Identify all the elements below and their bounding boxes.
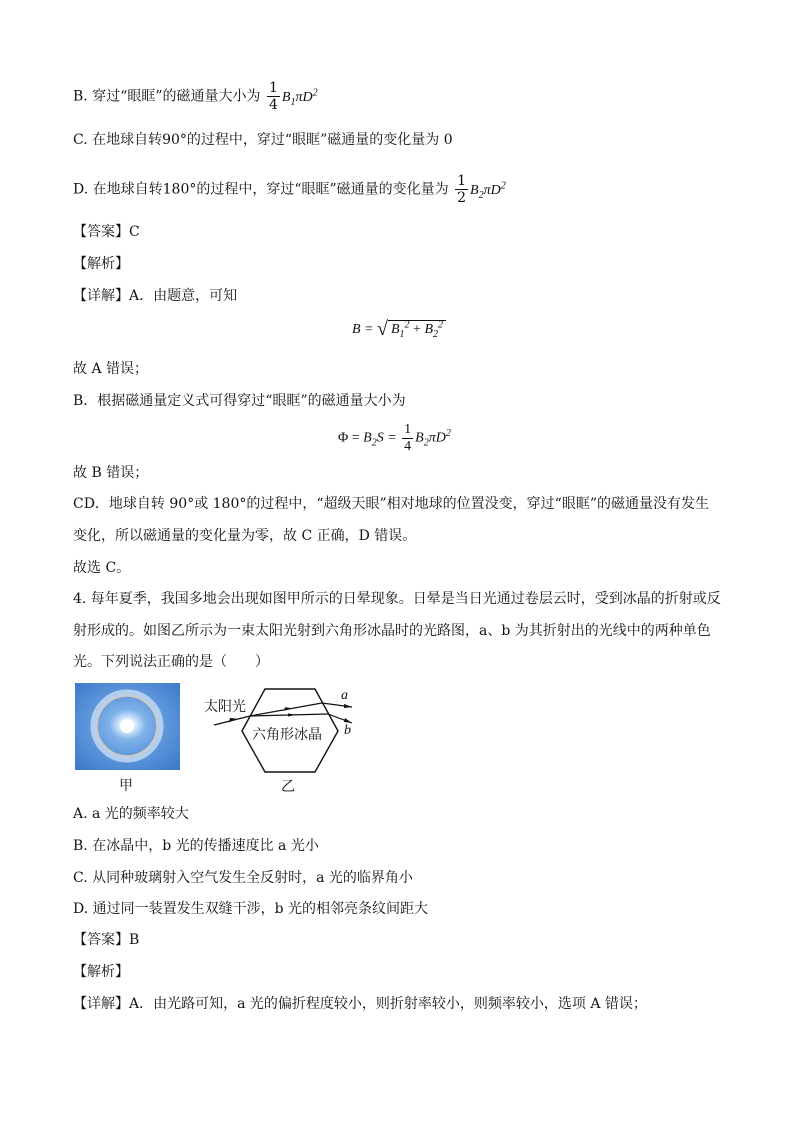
- option-d: [73, 173, 506, 206]
- option-d-text: D. 在地球自转180°的过程中，穿过“眼眶”磁通量的变化量为: [73, 181, 449, 198]
- q4-option-d: D. 通过同一装置发生双缝干涉，b 光的相邻亮条纹间距大: [73, 901, 429, 917]
- option-c: C. 在地球自转90°的过程中，穿过“眼眶”磁通量的变化量为 0: [73, 132, 453, 148]
- detail-intro: 【详解】A．由题意，可知: [73, 288, 238, 304]
- formula-flux: $\Phi = B_2S$ = $\frac{1}{4}$ $B_2\pi D^2$: [338, 422, 451, 454]
- answer-q3: 【答案】C: [73, 224, 140, 240]
- conclusion-a: 故 A 错误；: [73, 361, 149, 377]
- q4-answer: 【答案】B: [73, 932, 140, 948]
- detail-cd-1: CD．地球自转 90°或 180°的过程中，“超级天眼”相对地球的位置没变，穿过“眼眶”的磁通量没有发生: [73, 496, 709, 512]
- option-b: [73, 80, 318, 113]
- q4-detail: 【详解】A．由光路可知，a 光的偏折程度较小，则折射率较小，则频率较小，选项 A 错误；: [73, 996, 647, 1012]
- fraction: $\frac{1}{2}$: [457, 173, 467, 206]
- formula-b-magnitude: B = √ $B_1^2 + B_2^2$: [352, 320, 446, 339]
- ray-a-label: a: [341, 688, 348, 703]
- detail-cd-2: 变化，所以磁通量的变化量为零，故 C 正确，D 错误。: [73, 528, 417, 544]
- choose-line: 故选 C。: [73, 560, 131, 576]
- figure-jia-caption: 甲: [119, 778, 133, 794]
- crystal-label: 六角形冰晶: [252, 727, 322, 743]
- option-b-formula: $B_1\pi D^2$: [281, 86, 318, 108]
- option-d-formula: $B_2\pi D^2$: [470, 179, 506, 201]
- conclusion-b: 故 B 错误；: [73, 465, 149, 481]
- q4-option-b: B. 在冰晶中，b 光的传播速度比 a 光小: [73, 838, 319, 854]
- q4-option-a: A. a 光的频率较大: [73, 806, 189, 822]
- halo-photo: [75, 683, 180, 770]
- q4-analysis: 【解析】: [73, 964, 129, 980]
- detail-b: B．根据磁通量定义式可得穿过“眼眶”的磁通量大小为: [73, 393, 406, 409]
- option-b-text: B. 穿过“眼眶”的磁通量大小为: [73, 88, 261, 105]
- sun-label: 太阳光: [204, 699, 246, 715]
- figure-yi-caption: 乙: [281, 779, 295, 795]
- fraction: $\frac{1}{4}$: [268, 80, 278, 113]
- analysis-q3: 【解析】: [73, 256, 129, 272]
- q4-line-2: 射形成的。如图乙所示为一束太阳光射到六角形冰晶时的光路图，a、b 为其折射出的光线中的两种单色: [73, 623, 711, 639]
- q4-line-1: 4. 每年夏季，我国多地会出现如图甲所示的日晕现象。日晕是当日光通过卷层云时，受到冰晶的折射或反: [73, 591, 721, 607]
- ray-b-label: b: [344, 723, 351, 738]
- q4-option-c: C. 从同种玻璃射入空气发生全反射时，a 光的临界角小: [73, 870, 413, 886]
- q4-line-3: 光。下列说法正确的是（ ）: [73, 654, 269, 670]
